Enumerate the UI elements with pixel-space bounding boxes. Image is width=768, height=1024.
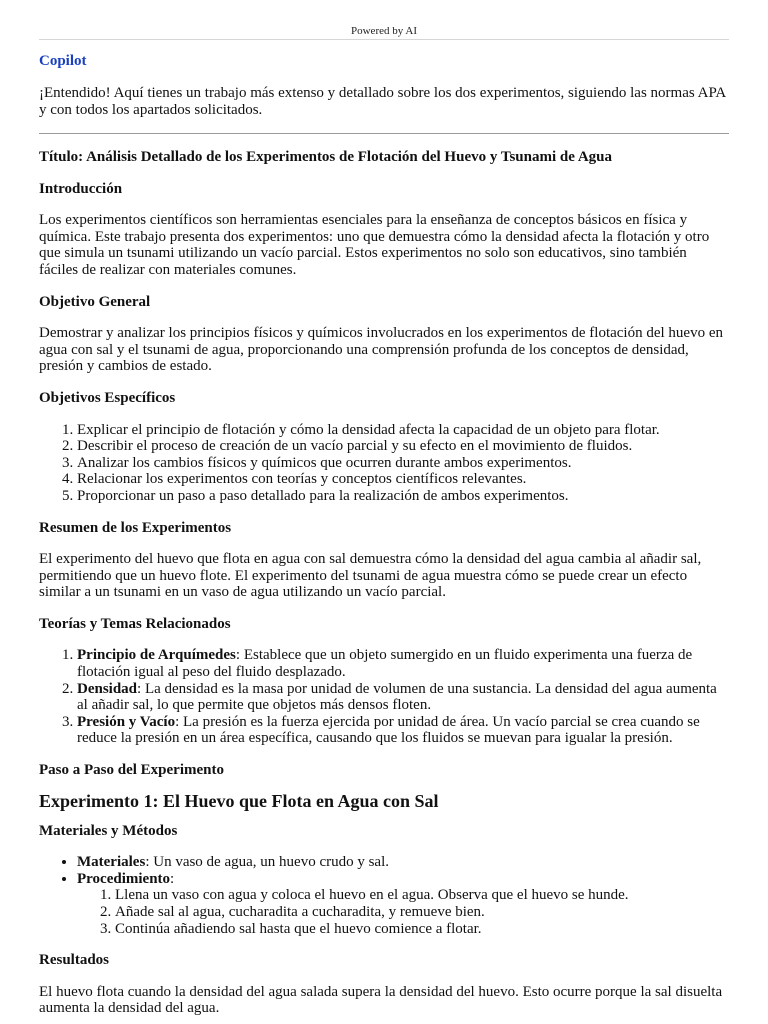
summary-text: El experimento del huevo que flota en agua con sal demuestra cómo la densidad del agua cambia al añadir sal, permitiendo que un huevo flote. El experimento del tsunami de agua muestra cómo se puede crear un efecto similar a un tsunami en un vaso de agua utilizando un vacío parcial. bbox=[39, 551, 702, 601]
summary-heading: Resumen de los Experimentos bbox=[39, 519, 232, 536]
list-item: 2. Añade sal al agua, cucharadita a cucharadita, y remueve bien. bbox=[115, 904, 729, 921]
powered-by-label: Powered by AI bbox=[351, 25, 417, 37]
document-body bbox=[39, 149, 729, 1017]
list-item: 1. Llena un vaso con agua y coloca el huevo en el agua. Observa que el huevo se hunde. bbox=[115, 887, 729, 904]
list-item: 3. Analizar los cambios físicos y químicos que ocurren durante ambos experimentos. bbox=[77, 455, 729, 472]
introduction-text: Los experimentos científicos son herramientas esenciales para la enseñanza de conceptos básicos en física y química. Este trabajo presenta dos experimentos: uno que demuestra cómo la densidad afecta la flotación y otro que simula un tsunami utilizando un vacío parcial. Estos experimentos no solo son educativos, sino también fáciles de realizar con materiales comunes. bbox=[39, 212, 710, 278]
copilot-intro: ¡Entendido! Aquí tienes un trabajo más extenso y detallado sobre los dos experimentos, siguiendo las normas APA y con todos los apartados solicitados. bbox=[39, 85, 726, 118]
top-divider bbox=[39, 39, 729, 40]
procedure-text: : bbox=[170, 870, 175, 887]
theory-term: Densidad bbox=[77, 680, 138, 697]
specific-objectives-list bbox=[39, 422, 729, 505]
section-divider bbox=[39, 133, 729, 134]
list-item bbox=[77, 647, 729, 680]
results-heading: Resultados bbox=[39, 952, 110, 969]
list-item bbox=[77, 871, 729, 937]
materials-list bbox=[39, 854, 729, 937]
list-item bbox=[77, 854, 729, 871]
theory-term: Principio de Arquímedes bbox=[77, 647, 236, 664]
procedure-term: Procedimiento bbox=[77, 870, 171, 887]
experiment-1-heading: Experimento 1: El Huevo que Flota en Agua con Sal bbox=[39, 790, 439, 811]
theories-list bbox=[39, 647, 729, 747]
materials-term: Materiales bbox=[77, 854, 146, 871]
list-item: 3. Continúa añadiendo sal hasta que el huevo comience a flotar. bbox=[115, 921, 729, 938]
list-item: 2. Describir el proceso de creación de un vacío parcial y su efecto en el movimiento de fluidos. bbox=[77, 438, 729, 455]
list-item: 5. Proporcionar un paso a paso detallado para la realización de ambos experimentos. bbox=[77, 488, 729, 505]
theory-text: : La densidad es la masa por unidad de volumen de una sustancia. La densidad del agua aumenta al añadir sal, lo que permite que objetos más densos floten. bbox=[77, 680, 717, 714]
specific-objectives-heading: Objetivos Específicos bbox=[39, 389, 176, 406]
general-objective-text: Demostrar y analizar los principios físicos y químicos involucrados en los experimentos de flotación del huevo en agua con sal y el tsunami de agua, proporcionando una comprensión profunda de los conceptos de densidad, presión y cambios de estado. bbox=[39, 325, 723, 375]
introduction-heading: Introducción bbox=[39, 180, 123, 197]
list-item bbox=[77, 714, 729, 747]
document-title: Título: Análisis Detallado de los Experimentos de Flotación del Huevo y Tsunami de Agua bbox=[39, 149, 612, 165]
theory-text: : Establece que un objeto sumergido en un fluido experimenta una fuerza de flotación igual al peso del fluido desplazado. bbox=[77, 647, 693, 681]
list-item: 4. Relacionar los experimentos con teorías y conceptos científicos relevantes. bbox=[77, 471, 729, 488]
theories-heading: Teorías y Temas Relacionados bbox=[39, 615, 231, 632]
copilot-name: Copilot bbox=[39, 53, 87, 69]
materials-text: : Un vaso de agua, un huevo crudo y sal. bbox=[145, 854, 390, 871]
materials-methods-heading: Materiales y Métodos bbox=[39, 822, 178, 839]
theory-text: : La presión es la fuerza ejercida por unidad de área. Un vacío parcial se crea cuando se reduce la presión en un área específica, causando que los fluidos se muevan para igualar la presión. bbox=[77, 713, 700, 747]
results-text: El huevo flota cuando la densidad del agua salada supera la densidad del huevo. Esto ocurre porque la sal disuelta aumenta la densidad del agua. bbox=[39, 983, 723, 1017]
procedure-steps bbox=[77, 887, 729, 937]
list-item bbox=[77, 681, 729, 714]
list-item: 1. Explicar el principio de flotación y cómo la densidad afecta la capacidad de un objeto para flotar. bbox=[77, 422, 729, 439]
theory-term: Presión y Vacío bbox=[77, 713, 176, 730]
steps-heading: Paso a Paso del Experimento bbox=[39, 762, 224, 779]
general-objective-heading: Objetivo General bbox=[39, 293, 151, 310]
